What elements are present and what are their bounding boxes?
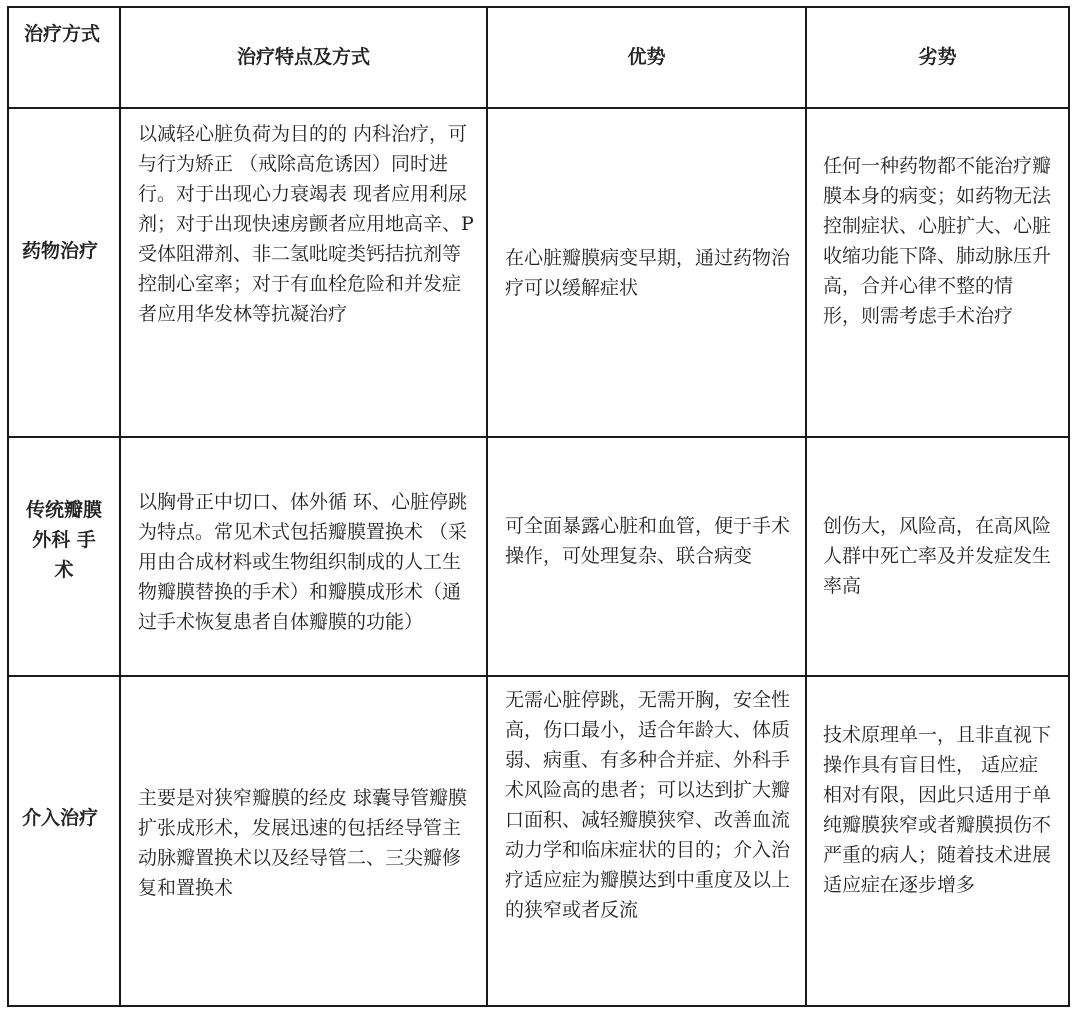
row-surgery-features: 以胸骨正中切口、体外循 环、心脏停跳为特点。常见术式包括瓣膜置换术 （采用由合成材料或生物组织制成的人工生物瓣膜替换的手术）和瓣膜成形术（通过手术恢复患者自体瓣膜的功能） [138, 491, 468, 633]
table-border-left [7, 6, 9, 1007]
row-drug-therapy-method: 药物治疗 [22, 240, 99, 262]
table-divider-col3 [805, 6, 807, 1007]
table-border-bottom [7, 1005, 1070, 1007]
table-divider-row1 [7, 436, 1070, 438]
table-divider-header [7, 107, 1070, 109]
header-advantages: 优势 [627, 46, 666, 68]
table-border-right [1068, 6, 1070, 1007]
row-drug-therapy-features: 以减轻心脏负荷为目的的 内科治疗，可与行为矫正 （戒除高危诱因）同时进 行。对于出现心力衰竭表 现者应用利尿剂；对于出现快速房颤者应用地高辛、P受体阻滞剂、非二氢吡啶类钙拮抗剂等控制心室率；对于有血栓危险和并发症者应用华发林等抗凝治疗 [138, 123, 474, 325]
table-divider-col1 [119, 6, 121, 1007]
row-interventional-features: 主要是对狭窄瓣膜的经皮 球囊导管瓣膜扩张成形术，发展迅速的包括经导管主动脉瓣置换术以及经导管二、三尖瓣修复和置换术 [138, 787, 468, 899]
header-disadvantages: 劣势 [918, 46, 957, 68]
row-surgery-method: 传统瓣膜外科 手术 [25, 499, 102, 581]
row-interventional-method: 介入治疗 [22, 807, 99, 829]
table-border-top [7, 6, 1070, 8]
table-divider-row2 [7, 675, 1070, 677]
row-drug-therapy-disadvantages: 任何一种药物都不能治疗瓣膜本身的病变；如药物无法控制症状、心脏扩大、心脏收缩功能下降、肺动脉压升高，合并心律不整的情 形，则需考虑手术治疗 [823, 155, 1052, 327]
row-drug-therapy-advantages: 在心脏瓣膜病变早期，通过药物治疗可以缓解症状 [505, 247, 791, 299]
header-features: 治疗特点及方式 [236, 46, 370, 68]
header-treatment-method: 治疗方式 [24, 23, 101, 45]
row-surgery-advantages: 可全面暴露心脏和血管，便于手术操作，可处理复杂、联合病变 [505, 515, 791, 567]
row-interventional-disadvantages: 技术原理单一，且非直视下操作具有盲目性， 适应症相对有限，因此只适用于单纯瓣膜狭窄或者瓣膜损伤不严重的病人；随着技术进展适应症在逐步增多 [823, 724, 1052, 896]
row-surgery-disadvantages: 创伤大，风险高，在高风险人群中死亡率及并发症发生率高 [823, 515, 1052, 597]
table-divider-col2 [486, 6, 488, 1007]
row-interventional-advantages: 无需心脏停跳，无需开胸，安全性高，伤口最小，适合年龄大、体质弱、病重、有多种合并症、外科手术风险高的患者；可以达到扩大瓣口面积、减轻瓣膜狭窄、改善血流动力学和临床症状的目的；介入治疗适应症为瓣膜达到中重度及以上的狭窄或者反流 [505, 689, 791, 921]
